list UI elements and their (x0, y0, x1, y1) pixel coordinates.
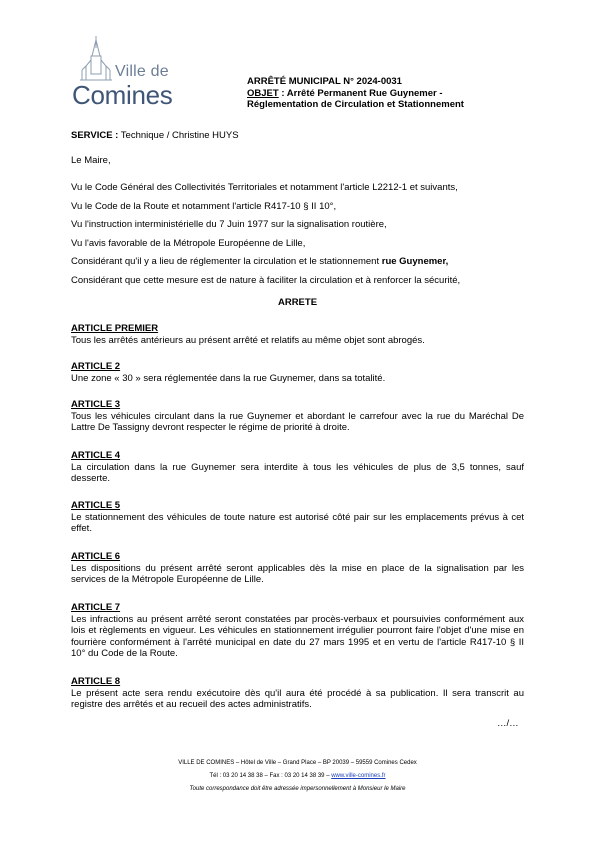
article-4 (71, 450, 524, 485)
article-body: Le présent acte sera rendu exécutoire dès qu'il aura été procédé à sa publication. Il sera transcrit au registre des arrêtés et au recueil des actes administratifs. (71, 687, 524, 710)
object-label: OBJET (247, 87, 279, 99)
decree-header (247, 76, 464, 111)
article-title: ARTICLE 4 (71, 450, 121, 461)
service-line (71, 130, 239, 141)
considerant-1 (71, 256, 448, 267)
article-body: Tous les véhicules circulant dans la rue Guynemer et abordant le carrefour avec la rue du Maréchal De Lattre De Tassigny devront respecter le régime de priorité à droite. (71, 410, 524, 433)
article-body: Les infractions au présent arrêté seront constatées par procès-verbaux et poursuivies conformément aux lois et règlements en vigueur. Les véhicules en stationnement irrégulier pourront faire l'objet d'une mise en fourrière conformément à l'arrêté municipal en date du 27 mars 1995 et en vertu de l'article R417-10 § II 10° du Code de la Route. (71, 613, 524, 659)
article-title: ARTICLE 3 (71, 399, 121, 410)
footer-address: VILLE DE COMINES – Hôtel de Ville – Grand Place – BP 20039 – 59559 Comines Cedex (178, 760, 417, 766)
visa-3: Vu l'instruction interministérielle du 7 Juin 1977 sur la signalisation routière, (71, 219, 387, 230)
le-maire: Le Maire, (71, 155, 111, 166)
decree-title: ARRÊTÉ MUNICIPAL N° 2024-0031 (247, 76, 402, 87)
visa-2: Vu le Code de la Route et notamment l'article R417-10 § II 10°, (71, 201, 337, 212)
article-1 (71, 323, 524, 346)
article-title: ARTICLE 6 (71, 551, 121, 562)
church-icon (80, 36, 112, 81)
article-body: La circulation dans la rue Guynemer sera interdite à tous les véhicules de plus de 3,5 tonnes, sauf desserte. (71, 461, 524, 484)
article-title: ARTICLE PREMIER (71, 323, 159, 334)
article-title: ARTICLE 8 (71, 676, 121, 687)
logo-text-comines: Comines (72, 80, 173, 110)
footer-contact (0, 770, 595, 783)
article-body: Une zone « 30 » sera réglementée dans la rue Guynemer, dans sa totalité. (71, 372, 386, 384)
service-label: SERVICE : (71, 130, 119, 141)
page-footer (0, 757, 595, 796)
article-3 (71, 399, 524, 434)
article-title: ARTICLE 5 (71, 500, 121, 511)
article-body: Le stationnement des véhicules de toute nature est autorisé côté pair sur les emplacements prévus à cet effet. (71, 511, 524, 534)
object-line2: Réglementation de Circulation et Stationnement (247, 99, 464, 110)
considerant-2: Considérant que cette mesure est de nature à faciliter la circulation et à renforcer la sécurité, (71, 275, 461, 286)
arrete-title: ARRETE (277, 297, 318, 308)
article-7 (71, 602, 524, 660)
object-text: : Arrêté Permanent Rue Guynemer - (278, 87, 443, 99)
article-2 (71, 361, 524, 384)
continuation-mark: …/… (497, 718, 519, 729)
logo-text-ville: Ville de (115, 63, 169, 80)
article-title: ARTICLE 2 (71, 361, 121, 372)
footer-phone-fax: Tél : 03 20 14 38 38 – Fax : 03 20 14 38 39 – (209, 773, 332, 779)
article-body: Les dispositions du présent arrêté seront applicables dès la mise en place de la signalisation par les services de la Métropole Européenne de Lille. (71, 562, 524, 585)
service-value: Technique / Christine HUYS (118, 130, 239, 141)
article-body: Tous les arrêtés antérieurs au présent arrêté et relatifs au même objet sont abrogés. (71, 334, 425, 346)
considerant-1-street: rue Guynemer, (381, 256, 449, 267)
footer-notice: Toute correspondance doit être adressée impersonnellement à Monsieur le Maire (189, 786, 406, 792)
article-6 (71, 551, 524, 586)
website-link[interactable]: www.ville-comines.fr (331, 773, 386, 779)
article-5 (71, 500, 524, 535)
article-8 (71, 676, 524, 711)
city-logo (72, 36, 182, 114)
decree-object (247, 88, 464, 100)
article-title: ARTICLE 7 (71, 602, 121, 613)
visa-1: Vu le Code Général des Collectivités Territoriales et notamment l'article L2212-1 et suivants, (71, 182, 458, 193)
considerant-1-text: Considérant qu'il y a lieu de réglementer la circulation et le stationnement (71, 256, 382, 267)
visa-4: Vu l'avis favorable de la Métropole Européenne de Lille, (71, 238, 306, 249)
